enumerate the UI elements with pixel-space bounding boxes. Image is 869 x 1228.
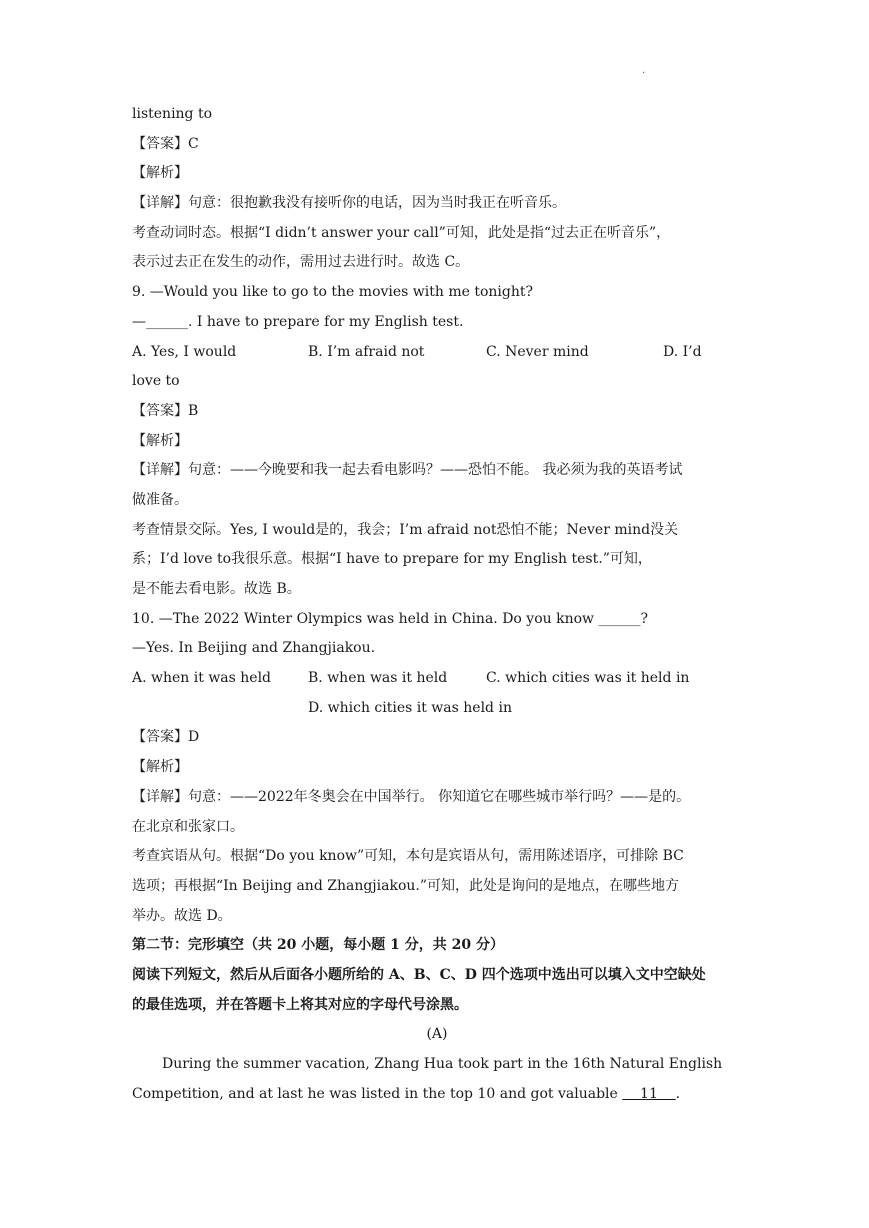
- q10-stem: —Yes. In Beijing and Zhangjiakou.: [132, 640, 376, 657]
- q10-detail: 【详解】句意：——2022年冬奥会在中国举行。 你知道它在哪些城市举行吗？——是的。: [132, 788, 691, 805]
- q9-options: [132, 338, 742, 368]
- section-instruction: 的最佳选项，并在答题卡上将其对应的字母代号涂黑。: [132, 996, 468, 1013]
- blank-11: 11: [622, 1085, 676, 1102]
- q10-options-row-1: [132, 664, 742, 694]
- q8-option-tail: listening to: [132, 106, 213, 122]
- q9-option-d: D. I’d: [663, 343, 702, 360]
- passage-text: Competition, and at last he was listed in the top 10 and got valuable: [132, 1085, 623, 1102]
- q9-detail: 【详解】句意：——今晚要和我一起去看电影吗？——恐怕不能。 我必须为我的英语考试: [132, 462, 683, 479]
- q10-analysis-label: 【解析】: [132, 759, 188, 776]
- q10-option-b: B. when was it held: [308, 670, 448, 687]
- q10-option-d: D. which cities it was held in: [308, 699, 512, 716]
- q9-explain-line: 是不能去看电影。故选 B。: [132, 581, 301, 597]
- q9-option-a: A. Yes, I would: [132, 343, 237, 360]
- q9-explain-line: 系；I’d love to我很乐意。根据“I have to prepare for my English test.”可知，: [132, 551, 652, 568]
- section-instruction: 阅读下列短文，然后从后面各小题所给的 A、B、C、D 四个选项中选出可以填入文中空缺处: [132, 966, 706, 983]
- passage-text-end: .: [675, 1085, 681, 1102]
- passage-line: During the summer vacation, Zhang Hua took part in the 16th Natural English: [162, 1056, 723, 1072]
- q8-detail: 【详解】句意：很抱歉我没有接听你的电话，因为当时我正在听音乐。: [132, 195, 566, 212]
- q8-explain-line: 表示过去正在发生的动作，需用过去进行时。故选 C。: [132, 254, 470, 271]
- q10-options-row-2: [132, 694, 742, 724]
- header-mark: ·: [642, 68, 646, 79]
- q9-explain-line: 考查情景交际。Yes, I would是的，我会；I’m afraid not恐怕不能；Never mind没关: [132, 521, 679, 538]
- document-content: [132, 100, 742, 1109]
- q9-analysis-label: 【解析】: [132, 432, 188, 449]
- q8-answer: 【答案】C: [132, 135, 199, 152]
- q8-explain-line: 考查动词时态。根据“I didn’t answer your call”可知，此处是指“过去正在听音乐”，: [132, 224, 671, 241]
- q9-option-c: C. Never mind: [486, 343, 589, 360]
- q9-answer: 【答案】B: [132, 402, 199, 419]
- q10-option-c: C. which cities was it held in: [486, 670, 690, 687]
- q9-option-b: B. I’m afraid not: [308, 343, 425, 360]
- q9-stem: —______. I have to prepare for my English test.: [132, 313, 464, 330]
- q10-explain-line: 举办。故选 D。: [132, 907, 232, 924]
- q8-analysis-label: 【解析】: [132, 165, 188, 182]
- q10-answer: 【答案】D: [132, 729, 200, 746]
- passage-line: [132, 1080, 742, 1110]
- q10-option-a: A. when it was held: [132, 670, 272, 687]
- q9-option-d-tail: love to: [132, 373, 180, 390]
- q10-detail: 在北京和张家口。: [132, 818, 244, 835]
- q10-explain-line: 考查宾语从句。根据“Do you know”可知，本句是宾语从句，需用陈述语序，可排除 BC: [132, 848, 684, 865]
- q9-detail: 做准备。: [132, 491, 188, 508]
- q10-stem: 10. —The 2022 Winter Olympics was held in China. Do you know ______?: [132, 610, 648, 627]
- passage-label: (A): [426, 1026, 448, 1043]
- q10-explain-line: 选项；再根据“In Beijing and Zhangjiakou.”可知，此处是询问的是地点，在哪些地方: [132, 877, 679, 894]
- section-title: 第二节：完形填空（共 20 小题，每小题 1 分，共 20 分）: [132, 937, 504, 954]
- q9-stem: 9. —Would you like to go to the movies with me tonight?: [132, 284, 534, 301]
